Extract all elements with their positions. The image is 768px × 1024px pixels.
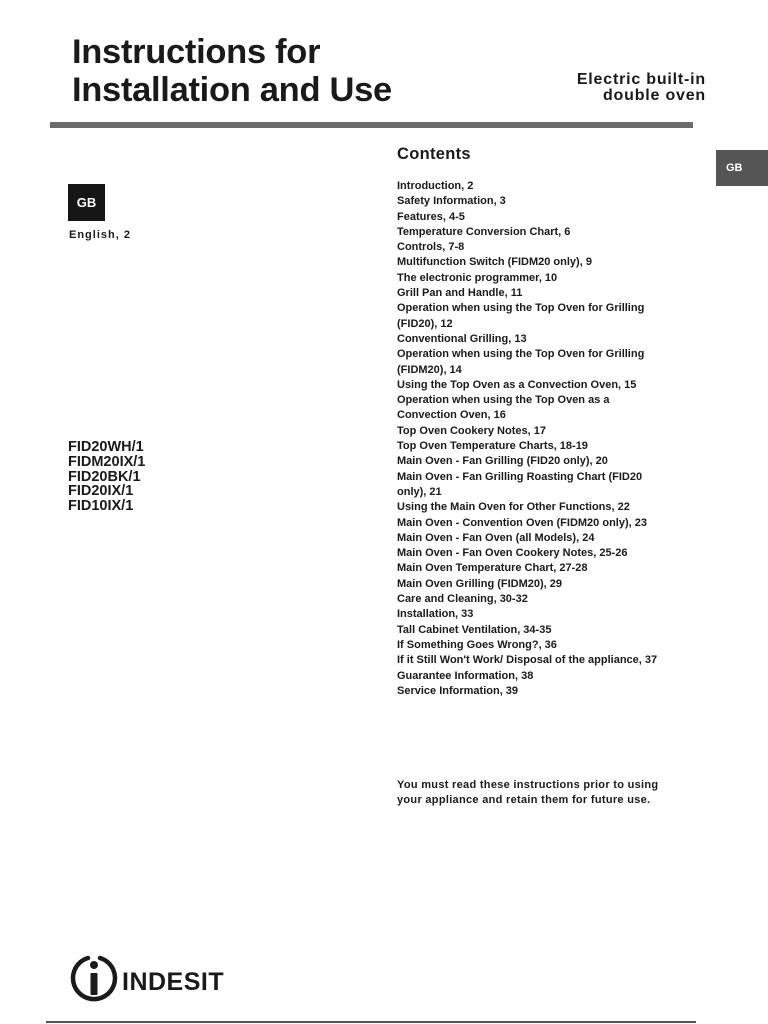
toc-entry[interactable]: Operation when using the Top Oven as a [397, 394, 610, 407]
toc-entry[interactable]: Main Oven - Fan Oven Cookery Notes, 25-26 [397, 547, 628, 560]
toc-entry[interactable]: Main Oven - Fan Oven (all Models), 24 [397, 531, 595, 544]
toc-entry[interactable]: Care and Cleaning, 30-32 [397, 593, 528, 606]
toc-entry[interactable]: Main Oven - Fan Grilling Roasting Chart (FID20 [397, 470, 643, 483]
toc-entry[interactable]: Multifunction Switch (FIDM20 only), 9 [397, 256, 592, 269]
toc-entry[interactable]: Main Oven Grilling (FIDM20), 29 [397, 577, 563, 590]
toc-entry[interactable]: Tall Cabinet Ventilation, 34-35 [397, 623, 552, 636]
title-line-2: Installation and Use [72, 71, 392, 109]
read-instructions-notice [397, 778, 697, 809]
toc-entry[interactable]: Grill Pan and Handle, 11 [397, 287, 523, 300]
model-number: FID20IX/1 [68, 483, 134, 500]
toc-entry[interactable]: (FIDM20), 14 [397, 363, 462, 376]
toc-entry[interactable]: If it Still Won't Work/ Disposal of the appliance, 37 [397, 654, 658, 667]
toc-entry[interactable]: Using the Main Oven for Other Functions, 22 [397, 501, 630, 514]
model-number: FID20WH/1 [68, 439, 144, 455]
document-title [72, 33, 392, 109]
toc-entry[interactable]: Operation when using the Top Oven for Grilling [397, 348, 645, 361]
toc-entry[interactable]: Using the Top Oven as a Convection Oven, 15 [397, 378, 637, 391]
indesit-logo-mark-icon [70, 952, 118, 1004]
toc-entry[interactable]: Main Oven Temperature Chart, 27-28 [397, 562, 588, 575]
notice-line-1: You must read these instructions prior to using [397, 779, 659, 791]
language-side-tab: GB [716, 150, 768, 186]
toc-entry[interactable]: (FID20), 12 [397, 317, 453, 330]
toc-entry[interactable]: Service Information, 39 [397, 684, 519, 697]
indesit-logo [70, 952, 224, 1004]
model-number: FID20BK/1 [68, 468, 141, 485]
brand-name: indesit [122, 957, 225, 998]
toc-entry[interactable]: Top Oven Temperature Charts, 18-19 [397, 440, 588, 453]
toc-entry[interactable]: Operation when using the Top Oven for Grilling [397, 302, 645, 315]
model-number: FID10IX/1 [68, 498, 134, 515]
toc-entry[interactable]: Controls, 7-8 [397, 241, 465, 254]
toc-entry[interactable]: Features, 4-5 [397, 210, 465, 223]
table-of-contents [397, 179, 697, 699]
toc-entry[interactable]: Safety Information, 3 [397, 195, 506, 208]
toc-entry[interactable]: Guarantee Information, 38 [397, 669, 534, 682]
header-divider [50, 122, 693, 128]
toc-entry[interactable]: Introduction, 2 [397, 180, 474, 192]
language-link-english[interactable]: English, 2 [69, 229, 131, 241]
language-badge: GB [68, 184, 105, 221]
title-line-1: Instructions for [72, 33, 321, 71]
model-list [68, 440, 145, 514]
toc-entry[interactable]: Main Oven - Fan Grilling (FID20 only), 20 [397, 455, 608, 468]
toc-entry[interactable]: Installation, 33 [397, 608, 474, 621]
subtitle-line-2: double oven [602, 87, 706, 104]
toc-entry[interactable]: Top Oven Cookery Notes, 17 [397, 424, 546, 437]
notice-line-2: your appliance and retain them for future use. [397, 794, 651, 807]
footer-divider [46, 1021, 696, 1023]
toc-entry[interactable]: Temperature Conversion Chart, 6 [397, 225, 571, 238]
product-subtitle [577, 72, 706, 104]
toc-entry[interactable]: only), 21 [397, 485, 442, 498]
toc-entry[interactable]: If Something Goes Wrong?, 36 [397, 638, 557, 651]
toc-entry[interactable]: Convection Oven, 16 [397, 409, 506, 422]
model-number: FIDM20IX/1 [68, 453, 146, 470]
toc-entry[interactable]: Main Oven - Convention Oven (FIDM20 only), 23 [397, 516, 647, 529]
subtitle-line-1: Electric built-in [576, 71, 706, 88]
toc-entry[interactable]: The electronic programmer, 10 [397, 271, 558, 284]
contents-heading: Contents [397, 145, 471, 163]
toc-entry[interactable]: Conventional Grilling, 13 [397, 332, 527, 345]
